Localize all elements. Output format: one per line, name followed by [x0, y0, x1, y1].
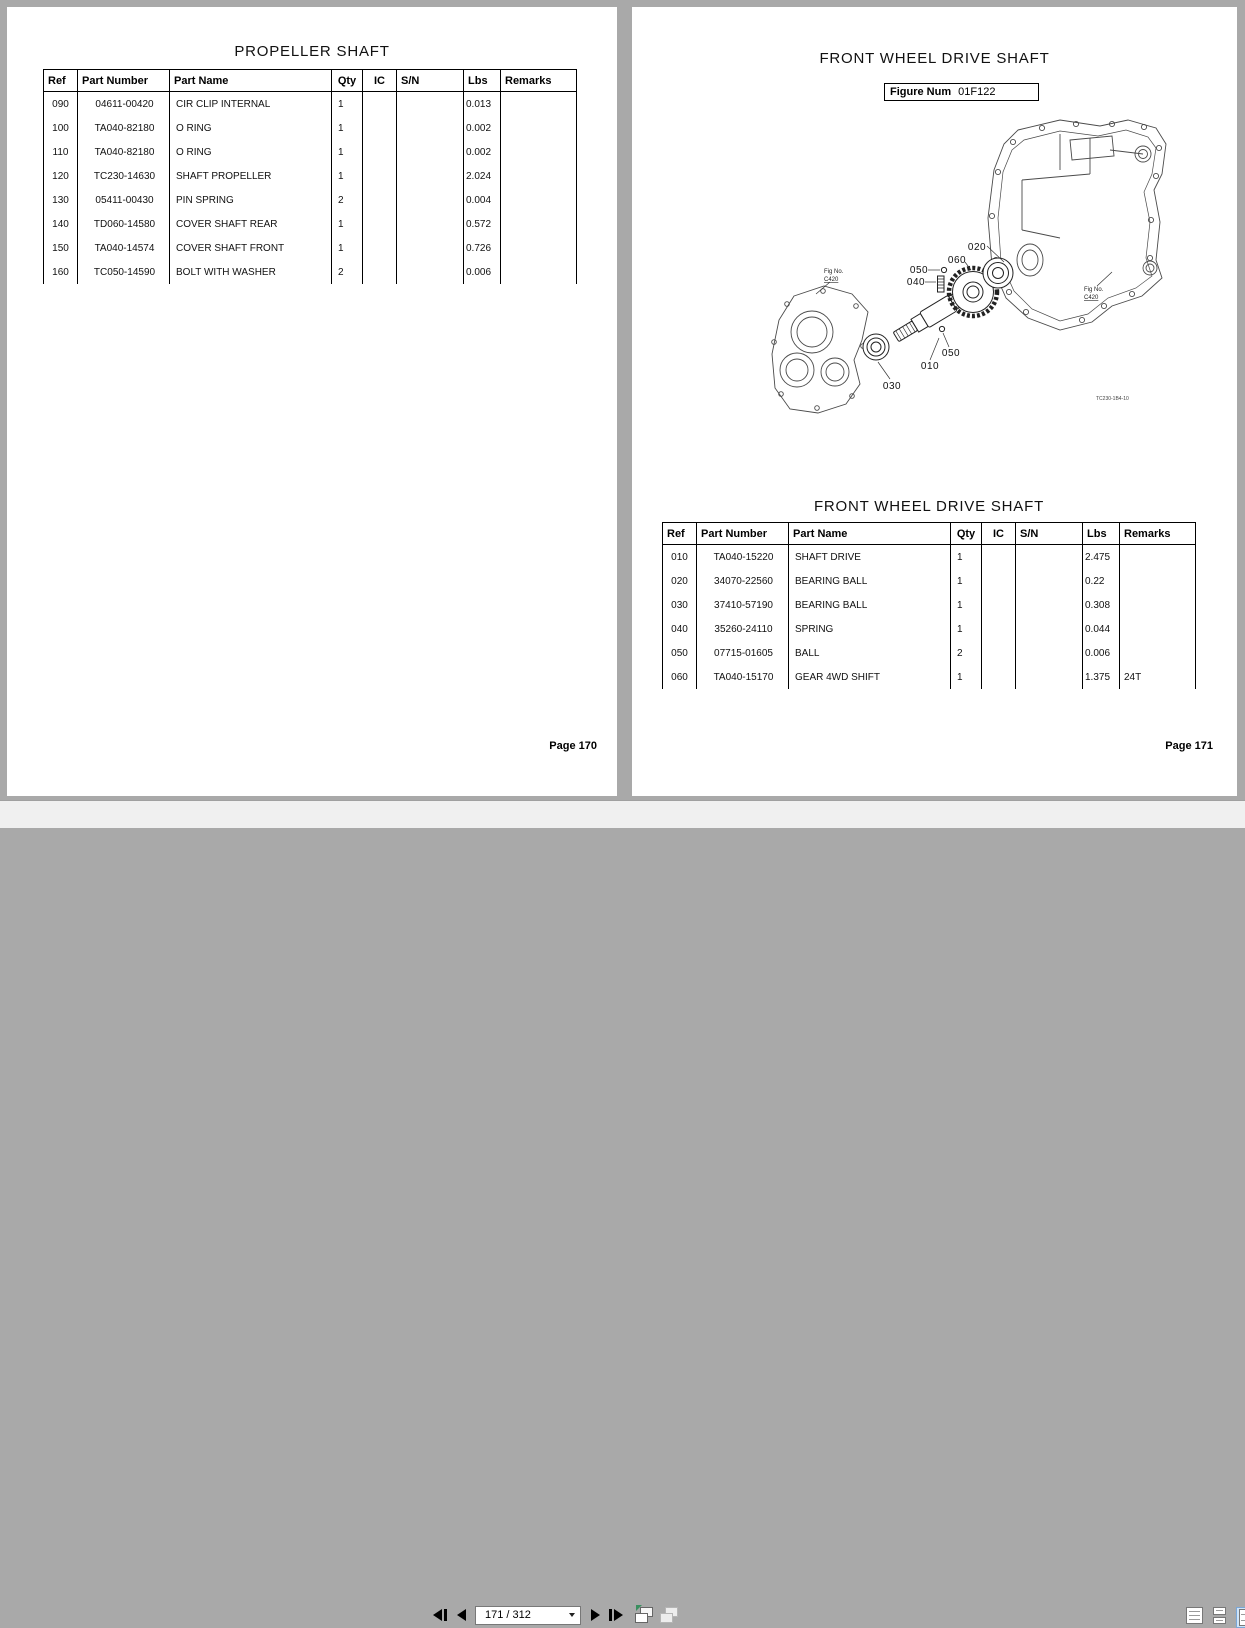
table-cell: 2: [332, 260, 363, 284]
table-cell: 34070-22560: [697, 569, 789, 593]
callout-060: 060: [947, 255, 967, 266]
table-cell: BEARING BALL: [789, 593, 951, 617]
table-cell: [397, 164, 464, 188]
fig-ref-left-code: C420: [824, 277, 839, 283]
housing-right: [988, 120, 1166, 330]
table-cell: COVER SHAFT FRONT: [170, 236, 332, 260]
table-cell: 160: [44, 260, 78, 284]
column-header: Lbs: [1083, 523, 1120, 545]
page-number-input[interactable]: [476, 1609, 569, 1621]
table-cell: 110: [44, 140, 78, 164]
table-cell: 2.024: [464, 164, 501, 188]
table-cell: 040: [663, 617, 697, 641]
table-cell: [982, 545, 1016, 570]
exploded-parts-diagram: [760, 110, 1174, 418]
column-header: Part Name: [170, 70, 332, 92]
spring-040: [938, 276, 945, 292]
table-cell: 0.013: [464, 92, 501, 117]
table-cell: [363, 92, 397, 117]
table-cell: TA040-82180: [78, 116, 170, 140]
table-cell: [397, 140, 464, 164]
table-cell: TC050-14590: [78, 260, 170, 284]
table-cell: [501, 188, 577, 212]
table-cell: 0.006: [464, 260, 501, 284]
table-cell: [501, 236, 577, 260]
table-row: [44, 116, 577, 140]
page-navigation: [433, 1606, 678, 1624]
table-cell: 130: [44, 188, 78, 212]
table-cell: [363, 212, 397, 236]
callout-030: 030: [882, 381, 902, 392]
table-row: [663, 569, 1196, 593]
table-cell: 0.006: [1083, 641, 1120, 665]
table-row: [44, 92, 577, 117]
table-cell: 010: [663, 545, 697, 570]
column-header: S/N: [397, 70, 464, 92]
table-cell: [501, 92, 577, 117]
table-cell: [982, 593, 1016, 617]
table-cell: CIR CLIP INTERNAL: [170, 92, 332, 117]
table-cell: 1: [332, 164, 363, 188]
column-header: Part Name: [789, 523, 951, 545]
table-cell: 2: [332, 188, 363, 212]
table-cell: [363, 188, 397, 212]
callout-040: 040: [906, 277, 926, 288]
table-cell: TA040-15220: [697, 545, 789, 570]
table-cell: 060: [663, 665, 697, 689]
table-row: [663, 641, 1196, 665]
bearing-030: [863, 334, 889, 360]
table-cell: [1120, 593, 1196, 617]
column-header: Remarks: [1120, 523, 1196, 545]
table-row: [44, 164, 577, 188]
table-cell: TA040-15170: [697, 665, 789, 689]
table-cell: 37410-57190: [697, 593, 789, 617]
table-cell: 100: [44, 116, 78, 140]
callout-050-top: 050: [909, 265, 929, 276]
column-header: Remarks: [501, 70, 577, 92]
table-cell: 1: [332, 140, 363, 164]
table-cell: 0.572: [464, 212, 501, 236]
first-page-button[interactable]: [433, 1606, 447, 1624]
table-cell: [1120, 545, 1196, 570]
table-cell: SPRING: [789, 617, 951, 641]
table-header-row: [44, 70, 577, 92]
continuous-view-icon[interactable]: [1213, 1607, 1226, 1624]
table-cell: 0.044: [1083, 617, 1120, 641]
table-cell: 090: [44, 92, 78, 117]
previous-page-button[interactable]: [454, 1606, 468, 1624]
table-cell: [363, 164, 397, 188]
table-title: FRONT WHEEL DRIVE SHAFT: [813, 498, 1045, 515]
table-cell: [363, 116, 397, 140]
table-cell: O RING: [170, 116, 332, 140]
table-cell: 1: [951, 545, 982, 570]
table-cell: GEAR 4WD SHIFT: [789, 665, 951, 689]
fig-ref-right-label: Fig No.: [1084, 287, 1104, 293]
table-cell: 0.002: [464, 140, 501, 164]
table-cell: 1: [332, 236, 363, 260]
callout-050-bottom: 050: [941, 348, 961, 359]
table-cell: [1016, 641, 1083, 665]
table-cell: BALL: [789, 641, 951, 665]
table-cell: 0.22: [1083, 569, 1120, 593]
facing-pages-view-icon: [1239, 1609, 1245, 1626]
table-cell: [501, 212, 577, 236]
table-cell: 24T: [1120, 665, 1196, 689]
table-cell: [1120, 641, 1196, 665]
table-cell: 020: [663, 569, 697, 593]
figure-number-label: Figure Num: [890, 86, 952, 98]
table-cell: TD060-14580: [78, 212, 170, 236]
table-row: [44, 140, 577, 164]
table-row: [663, 545, 1196, 570]
drawing-code: TC230-1B4-10: [1096, 396, 1129, 402]
page-number-box: [475, 1606, 581, 1625]
table-cell: 150: [44, 236, 78, 260]
next-page-button[interactable]: [588, 1606, 602, 1624]
table-cell: 1: [332, 116, 363, 140]
table-cell: 140: [44, 212, 78, 236]
table-cell: 1: [951, 593, 982, 617]
table-cell: BEARING BALL: [789, 569, 951, 593]
document-page-right: [632, 7, 1237, 796]
parts-table: [662, 522, 1196, 689]
last-page-button[interactable]: [609, 1606, 623, 1624]
single-page-view-icon[interactable]: [1186, 1607, 1203, 1624]
table-cell: 1: [332, 212, 363, 236]
table-row: [44, 260, 577, 284]
table-cell: 0.308: [1083, 593, 1120, 617]
page-number-label: Page 170: [549, 740, 597, 752]
table-cell: [363, 236, 397, 260]
next-page-icon: [591, 1609, 600, 1621]
page-number-dropdown-icon[interactable]: [569, 1613, 575, 1617]
table-cell: [501, 140, 577, 164]
table-cell: [397, 212, 464, 236]
table-cell: [1016, 545, 1083, 570]
column-header: Qty: [332, 70, 363, 92]
table-cell: [982, 617, 1016, 641]
first-page-icon: [433, 1609, 442, 1621]
document-page-left: [7, 7, 617, 796]
table-cell: [1016, 665, 1083, 689]
viewer-toolbar: [0, 800, 1245, 828]
table-cell: [501, 116, 577, 140]
table-cell: [363, 260, 397, 284]
figure-number-box: [884, 83, 1039, 101]
table-cell: [982, 641, 1016, 665]
table-cell: 35260-24110: [697, 617, 789, 641]
table-row: [44, 212, 577, 236]
ball-050-top: [941, 267, 946, 272]
callout-010: 010: [920, 361, 940, 372]
table-row: [663, 617, 1196, 641]
table-cell: O RING: [170, 140, 332, 164]
table-cell: 05411-00430: [78, 188, 170, 212]
table-cell: [982, 665, 1016, 689]
table-cell: 2: [951, 641, 982, 665]
column-header: S/N: [1016, 523, 1083, 545]
table-cell: 07715-01605: [697, 641, 789, 665]
table-cell: PIN SPRING: [170, 188, 332, 212]
column-header: IC: [982, 523, 1016, 545]
table-cell: [397, 260, 464, 284]
table-cell: [397, 236, 464, 260]
table-cell: 0.002: [464, 116, 501, 140]
parts-table: [43, 69, 577, 284]
table-cell: 120: [44, 164, 78, 188]
table-cell: [1016, 617, 1083, 641]
table-row: [663, 593, 1196, 617]
ball-050-bottom: [939, 326, 944, 331]
table-row: [44, 188, 577, 212]
table-cell: SHAFT DRIVE: [789, 545, 951, 570]
housing-cover-left: [772, 286, 868, 413]
previous-page-icon: [457, 1609, 466, 1621]
fig-ref-right-code: C420: [1084, 295, 1099, 301]
column-header: Ref: [44, 70, 78, 92]
table-cell: 04611-00420: [78, 92, 170, 117]
column-header: IC: [363, 70, 397, 92]
column-header: Ref: [663, 523, 697, 545]
table-cell: [397, 92, 464, 117]
table-cell: [501, 260, 577, 284]
table-cell: [1120, 617, 1196, 641]
table-cell: [982, 569, 1016, 593]
table-header-row: [663, 523, 1196, 545]
column-header: Part Number: [697, 523, 789, 545]
table-row: [44, 236, 577, 260]
table-cell: TA040-82180: [78, 140, 170, 164]
shaft-assembly: [863, 258, 1013, 360]
table-cell: 1: [951, 617, 982, 641]
table-cell: 030: [663, 593, 697, 617]
table-cell: BOLT WITH WASHER: [170, 260, 332, 284]
table-cell: TA040-14574: [78, 236, 170, 260]
column-header: Qty: [951, 523, 982, 545]
page-title: FRONT WHEEL DRIVE SHAFT: [819, 50, 1050, 67]
table-cell: [363, 140, 397, 164]
facing-pages-view-button[interactable]: [1236, 1607, 1245, 1628]
table-cell: 1.375: [1083, 665, 1120, 689]
table-cell: COVER SHAFT REAR: [170, 212, 332, 236]
column-header: Part Number: [78, 70, 170, 92]
fig-ref-left-label: Fig No.: [824, 269, 844, 275]
bearing-020: [983, 258, 1013, 288]
page-title: PROPELLER SHAFT: [234, 43, 390, 60]
table-cell: [501, 164, 577, 188]
table-cell: 1: [951, 665, 982, 689]
page-number-label: Page 171: [1165, 740, 1213, 752]
table-row: [663, 665, 1196, 689]
table-cell: 2.475: [1083, 545, 1120, 570]
page-layout-switcher: [1186, 1607, 1245, 1628]
previous-view-button[interactable]: [635, 1607, 653, 1623]
next-view-button[interactable]: [660, 1607, 678, 1623]
table-cell: [1016, 569, 1083, 593]
table-cell: 050: [663, 641, 697, 665]
table-cell: [397, 188, 464, 212]
figure-number-value: 01F122: [958, 86, 996, 98]
callout-020: 020: [967, 242, 987, 253]
table-cell: [1120, 569, 1196, 593]
table-cell: 1: [332, 92, 363, 117]
table-cell: 0.004: [464, 188, 501, 212]
table-cell: TC230-14630: [78, 164, 170, 188]
column-header: Lbs: [464, 70, 501, 92]
table-cell: [397, 116, 464, 140]
last-page-icon: [614, 1609, 623, 1621]
table-cell: 1: [951, 569, 982, 593]
table-cell: SHAFT PROPELLER: [170, 164, 332, 188]
table-cell: 0.726: [464, 236, 501, 260]
table-cell: [1016, 593, 1083, 617]
